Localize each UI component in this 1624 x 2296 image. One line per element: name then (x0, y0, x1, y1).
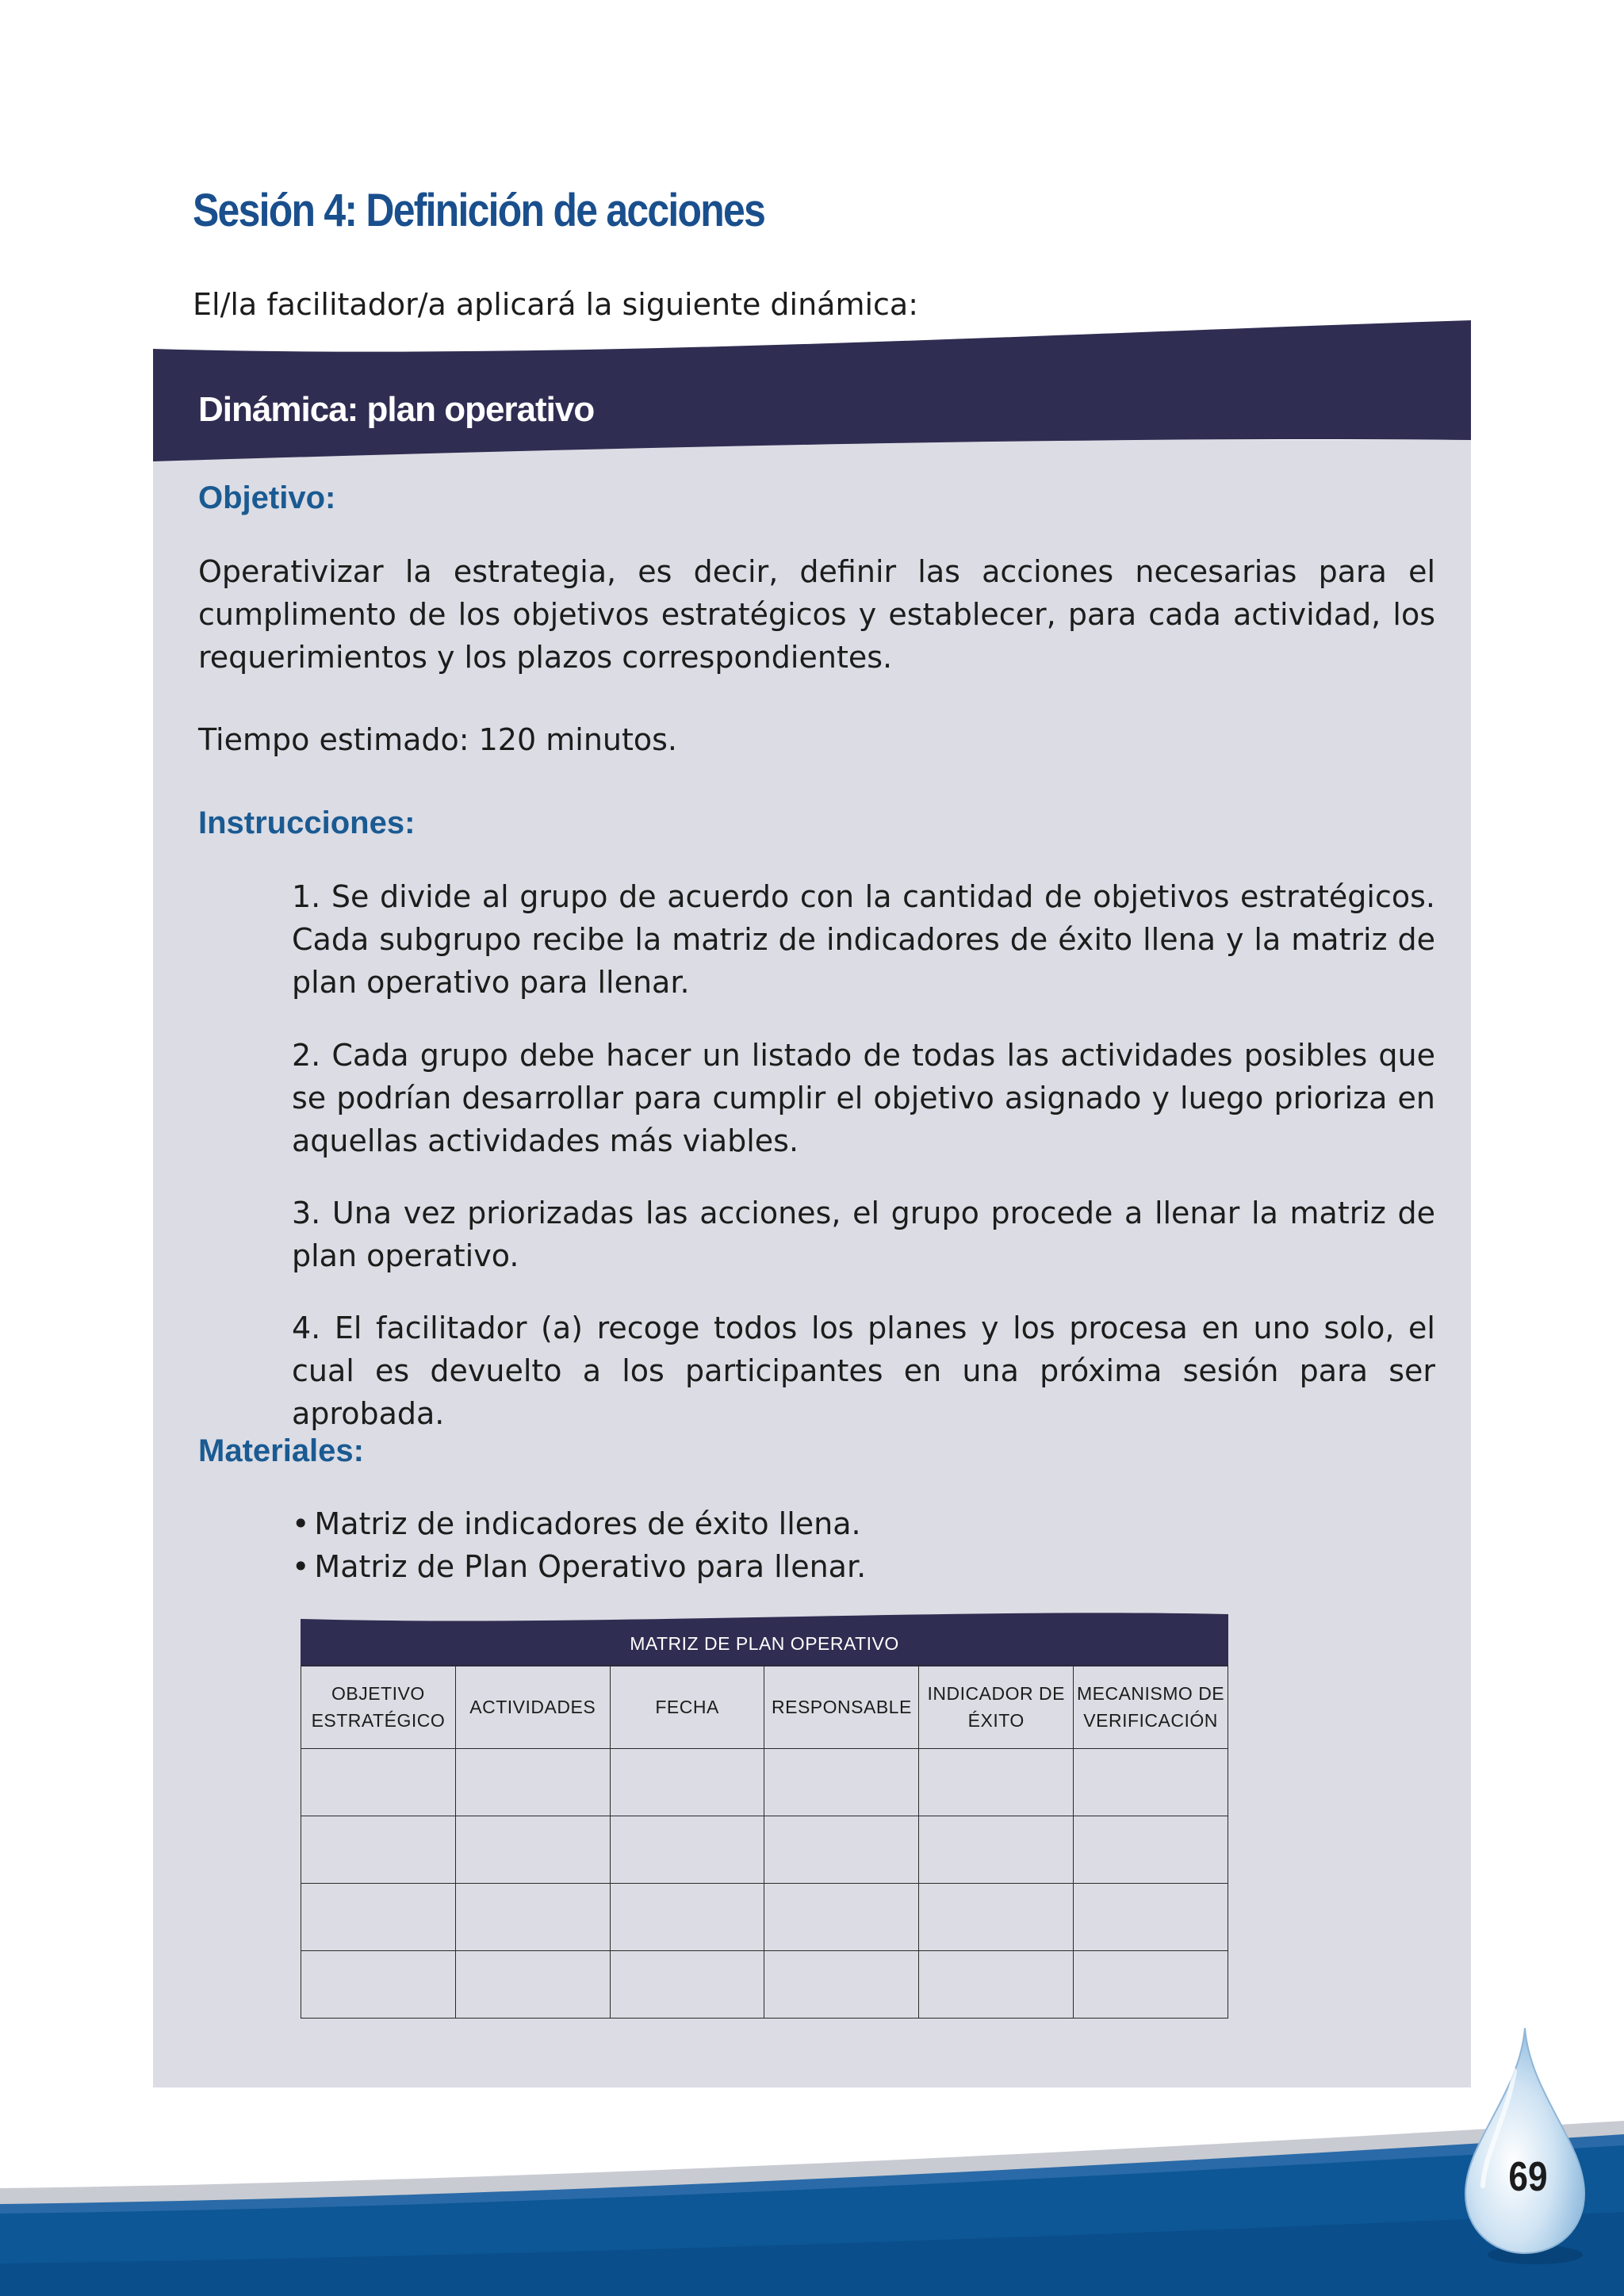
table-cell (1074, 1749, 1228, 1816)
table-cell (610, 1951, 764, 2019)
table-cell (919, 1749, 1074, 1816)
matrix-table (301, 1665, 1228, 2019)
table-cell (610, 1884, 764, 1951)
material-item: Matriz de indicadores de éxito llena. (314, 1506, 861, 1541)
material-item: Matriz de Plan Operativo para llenar. (314, 1549, 867, 1584)
page-number: 69 (1508, 2154, 1548, 2200)
estimated-time: Tiempo estimado: 120 minutos. (198, 722, 678, 757)
table-cell (301, 1816, 456, 1884)
table-cell (455, 1749, 610, 1816)
table-cell (610, 1749, 764, 1816)
matrix-title: MATRIZ DE PLAN OPERATIVO (630, 1633, 899, 1654)
list-item: • Matriz de Plan Operativo para llenar. (292, 1549, 867, 1584)
table-cell (919, 1816, 1074, 1884)
table-row (301, 1951, 1228, 2019)
table-cell (919, 1884, 1074, 1951)
water-drop-icon (1457, 2023, 1600, 2269)
table-cell (919, 1951, 1074, 2019)
page-title: Sesión 4: Definición de acciones (193, 185, 765, 236)
table-row (301, 1884, 1228, 1951)
list-item: • Matriz de indicadores de éxito llena. (292, 1506, 861, 1541)
instructions-heading: Instrucciones: (198, 806, 416, 840)
dynamic-title: Dinámica: plan operativo (198, 390, 595, 429)
table-cell (1074, 1884, 1228, 1951)
materials-list (292, 1502, 866, 1588)
table-cell (301, 1951, 456, 2019)
table-cell (455, 1951, 610, 2019)
table-cell (764, 1816, 919, 1884)
table-cell (301, 1749, 456, 1816)
objective-text: Operativizar la estrategia, es decir, definir las acciones necesarias para el cumplimento de los objetivos estratégicos y establecer, para cada actividad, los requerimientos y los plazos correspondientes. (198, 554, 1435, 675)
instruction-step: 4. El facilitador (a) recoge todos los planes y los procesa en uno solo, el cual es devuelto a los participantes en una próxima sesión para ser aprobada. (292, 1311, 1435, 1431)
table-cell (301, 1884, 456, 1951)
table-cell (764, 1951, 919, 2019)
instruction-step: 3. Una vez priorizadas las acciones, el grupo procede a llenar la matriz de plan operativo. (292, 1196, 1435, 1273)
footer-wave (0, 2093, 1624, 2296)
matrix-body (301, 1749, 1228, 2019)
table-cell (1074, 1951, 1228, 2019)
table-cell (455, 1816, 610, 1884)
table-row (301, 1816, 1228, 1884)
objective-heading: Objetivo: (198, 480, 336, 515)
table-cell (610, 1816, 764, 1884)
instruction-step: 1. Se divide al grupo de acuerdo con la cantidad de objetivos estratégicos. Cada subgrupo recibe la matriz de indicadores de éxito llena y la matriz de plan operativo para llenar. (292, 879, 1435, 1000)
table-cell (764, 1749, 919, 1816)
intro-text: El/la facilitador/a aplicará la siguiente dinámica: (193, 287, 919, 322)
column-header: OBJETIVO ESTRATÉGICO (301, 1666, 456, 1749)
table-cell (1074, 1816, 1228, 1884)
materials-heading: Materiales: (198, 1433, 364, 1468)
column-header: MECANISMO DE VERIFICACIÓN (1074, 1666, 1228, 1749)
table-cell (764, 1884, 919, 1951)
column-header: ACTIVIDADES (455, 1666, 610, 1749)
table-header-row (301, 1666, 1228, 1749)
dynamic-panel (153, 317, 1471, 2087)
column-header: FECHA (610, 1666, 764, 1749)
column-header: INDICADOR DE ÉXITO (919, 1666, 1074, 1749)
column-header: RESPONSABLE (764, 1666, 919, 1749)
table-row (301, 1749, 1228, 1816)
instruction-step: 2. Cada grupo debe hacer un listado de todas las actividades posibles que se podrían desarrollar para cumplir el objetivo asignado y luego prioriza en aquellas actividades más viables. (292, 1038, 1435, 1158)
table-cell (455, 1884, 610, 1951)
